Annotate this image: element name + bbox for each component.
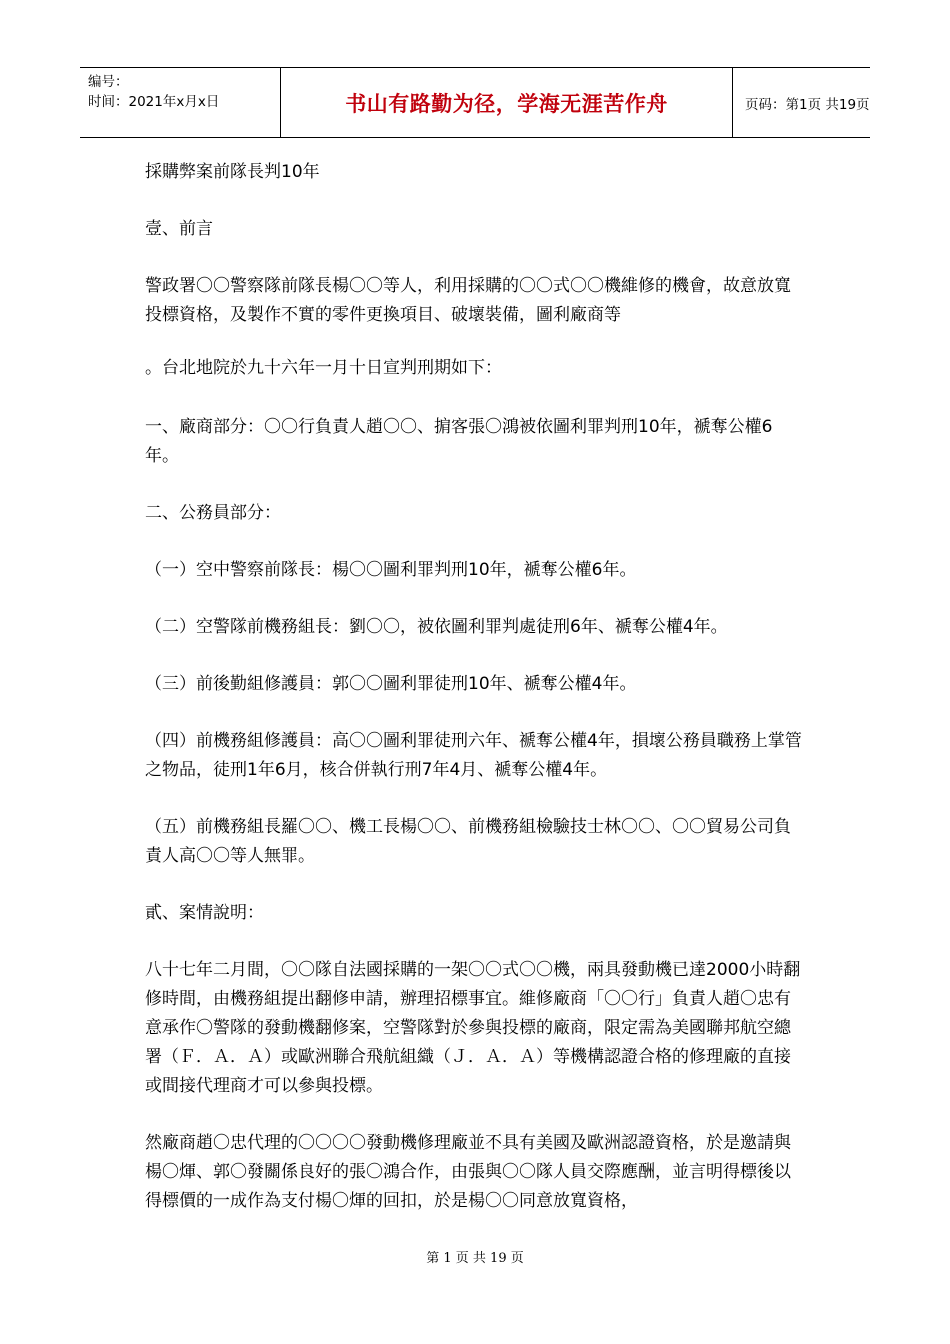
- section-heading: 貳、案情說明：: [145, 903, 264, 923]
- paragraph: 二、公務員部分：: [145, 503, 281, 523]
- header-page-cell: [733, 68, 870, 137]
- paragraph: 八十七年二月間，〇〇隊自法國採購的一架〇〇式〇〇機，兩具發動機已達2000小時翻修時間，由機務組提出翻修申請，辦理招標事宜。維修廠商「〇〇行」負責人趙〇忠有意承作〇警隊的發動機翻修案，空警隊對於參與投標的廠商，限定需為美國聯邦航空總署（Ｆ．Ａ．Ａ）或歐洲聯合飛航組織（Ｊ．Ａ．Ａ）等機構認證合格的修理廠的直接或間接代理商才可以參與投標。: [145, 960, 801, 1096]
- paragraph: 一、廠商部分：〇〇行負責人趙〇〇、掮客張〇鴻被依圖利罪判刑10年，褫奪公權6年。: [145, 417, 773, 466]
- motto: 书山有路勤为径，学海无涯苦作舟: [345, 91, 668, 116]
- page-info: 页码：第1页 共19页: [745, 96, 870, 113]
- header-meta: [80, 68, 281, 137]
- paragraph: （五）前機務組長羅〇〇、機工長楊〇〇、前機務組檢驗技士林〇〇、〇〇貿易公司負責人高〇〇等人無罪。: [145, 817, 791, 866]
- page-header: [80, 67, 870, 138]
- section-heading: 壹、前言: [145, 219, 213, 239]
- document-body: [145, 158, 805, 1244]
- paragraph: （二）空警隊前機務組長：劉〇〇，被依圖利罪判處徒刑6年、褫奪公權4年。: [145, 617, 728, 637]
- paragraph: （三）前後勤組修護員：郭〇〇圖利罪徒刑10年、褫奪公權4年。: [145, 674, 637, 694]
- page-footer: 第 1 页 共 19 页: [426, 1251, 524, 1266]
- number-label: 编号：: [88, 74, 129, 90]
- paragraph: （一）空中警察前隊長：楊〇〇圖利罪判刑10年，褫奪公權6年。: [145, 560, 637, 580]
- time-label: 时间：2021年x月x日: [88, 94, 220, 110]
- paragraph: 。台北地院於九十六年一月十日宣判刑期如下：: [145, 358, 502, 378]
- paragraph: （四）前機務組修護員：高〇〇圖利罪徒刑六年、褫奪公權4年，損壞公務員職務上掌管之物品，徒刑1年6月，核合併執行刑7年4月、褫奪公權4年。: [145, 731, 802, 780]
- header-motto-cell: [281, 68, 733, 137]
- doc-title: 採購弊案前隊長判10年: [145, 162, 320, 182]
- paragraph: 警政署〇〇警察隊前隊長楊〇〇等人，利用採購的〇〇式〇〇機維修的機會，故意放寬投標資格，及製作不實的零件更換項目、破壞裝備，圖利廠商等: [145, 276, 791, 325]
- paragraph: 然廠商趙〇忠代理的〇〇〇〇發動機修理廠並不具有美國及歐洲認證資格，於是邀請與楊〇煇、郭〇發關係良好的張〇鴻合作，由張與〇〇隊人員交際應酬，並言明得標後以得標價的一成作為支付楊〇煇的回扣，於是楊〇〇同意放寬資格，: [145, 1133, 791, 1211]
